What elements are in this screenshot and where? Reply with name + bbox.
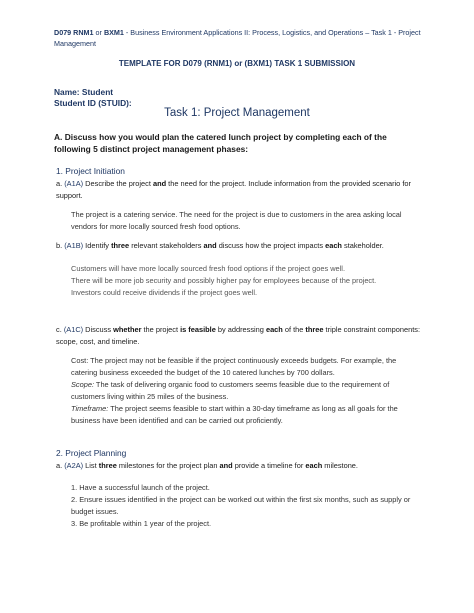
milestone-item: 2. Ensure issues identified in the project can be worked out within the first six months, such as supply or budget issues. — [71, 495, 411, 516]
prompt-a1a-and: and — [152, 179, 167, 188]
prompt-a1c-t4: of the — [282, 325, 306, 334]
header-course-title: - Business Environment Applications II: Process, Logistics, and Operations – Task 1 - Project Management — [54, 28, 421, 48]
prompt-a1b-three: three — [111, 241, 130, 250]
scope-label: Scope: — [71, 380, 95, 389]
answer-a1b-line: There will be more job security and possibly higher pay for employees because of the project. — [71, 276, 377, 285]
prompt-a1a-text2: the need for the project. Include information from the provided scenario for support. — [56, 179, 411, 200]
prompt-a2a-t1: List — [83, 461, 99, 470]
prompt-a1b-t2: relevant stakeholders — [129, 241, 204, 250]
prompt-a2a-prefix: a. — [56, 461, 65, 470]
prompt-a1b-prefix: b. — [56, 241, 65, 250]
prompt-a1c-whether: whether — [113, 325, 142, 334]
answer-a1b-line: Customers will have more locally sourced fresh food options if the project goes well. — [71, 264, 345, 273]
prompt-a1a-code: (A1A) — [64, 179, 84, 188]
prompt-a1b-t3: discuss how the project impacts — [216, 241, 326, 250]
prompt-a1a-text1: Describe the project — [83, 179, 153, 188]
answer-a1b — [71, 263, 431, 299]
course-code-1: D079 RNM1 — [54, 28, 94, 37]
prompt-a1b-code: (A1B) — [64, 241, 84, 250]
cost-label: Cost: — [71, 356, 89, 365]
milestone-item: 3. Be profitable within 1 year of the project. — [71, 519, 212, 528]
prompt-a1c-feasible: is feasible — [180, 325, 216, 334]
prompt-a2a-t2: milestones for the project plan — [116, 461, 220, 470]
question-a: A. Discuss how you would plan the catered lunch project by completing each of the following 5 distinct project management phases: — [54, 132, 387, 154]
prompt-a1c-t1: Discuss — [83, 325, 114, 334]
prompt-a1a-prefix: a. — [56, 179, 65, 188]
document-header — [54, 27, 424, 49]
prompt-a1c-code: (A1C) — [63, 325, 84, 334]
prompt-a1c-each: each — [265, 325, 283, 334]
course-code-2: BXM1 — [103, 28, 124, 37]
prompt-a1c-prefix: c. — [56, 325, 64, 334]
milestone-list — [71, 482, 423, 530]
answer-scope — [71, 379, 423, 403]
template-title: TEMPLATE FOR D079 (RNM1) or (BXM1) TASK 1 SUBMISSION — [118, 59, 356, 68]
prompt-a2a-t3: provide a timeline for — [232, 461, 306, 470]
prompt-a1c-three: three — [305, 325, 324, 334]
timeframe-text: The project seems feasible to start within a 30-day timeframe as long as all goals for the business have been identified and can be carried out proficiently. — [71, 404, 398, 425]
answer-timeframe — [71, 403, 423, 427]
prompt-a1c-t5: triple constraint components: scope, cost, and timeline. — [56, 325, 421, 346]
section-project-planning-heading: 2. Project Planning — [56, 448, 127, 458]
prompt-a2a-and: and — [219, 461, 233, 470]
scope-text: The task of delivering organic food to customers seems feasible due to the requirement of customers living within 25 miles of the business. — [71, 380, 390, 401]
cost-text: The project may not be feasible if the project continuously exceeds budgets. For example, the catering business exceeded the budget of the 10 catered lunches by 700 dollars. — [71, 356, 397, 377]
prompt-a2a-t4: milestone. — [322, 461, 358, 470]
answer-a1c — [71, 355, 423, 427]
answer-a1b-line: Investors could receive dividends if the project goes well. — [71, 288, 258, 297]
section-project-initiation-heading: 1. Project Initiation — [56, 166, 125, 176]
prompt-a1c — [56, 324, 426, 348]
prompt-a1b-t4: stakeholder. — [341, 241, 384, 250]
prompt-a1b — [56, 240, 426, 252]
prompt-a1b-and: and — [203, 241, 217, 250]
student-name-line: Name: Student — [54, 87, 114, 97]
student-id-line: Student ID (STUID): — [54, 98, 132, 108]
prompt-a2a-each: each — [305, 461, 323, 470]
prompt-a2a-code: (A2A) — [64, 461, 84, 470]
prompt-a1a — [56, 178, 416, 202]
task-title: Task 1: Project Management — [164, 107, 310, 119]
prompt-a1c-t2: the project — [141, 325, 181, 334]
prompt-a1c-t3: by addressing — [215, 325, 266, 334]
prompt-a1b-t1: Identify — [83, 241, 112, 250]
answer-a1a: The project is a catering service. The need for the project is due to customers in the area asking local vendors for more locally sourced fresh food options. — [71, 210, 402, 231]
prompt-a1b-each: each — [325, 241, 342, 250]
prompt-a2a — [56, 460, 426, 472]
timeframe-label: Timeframe: — [71, 404, 109, 413]
prompt-a2a-three: three — [98, 461, 117, 470]
header-or: or — [93, 28, 104, 37]
answer-cost — [71, 355, 423, 379]
milestone-item: 1. Have a successful launch of the project. — [71, 483, 210, 492]
